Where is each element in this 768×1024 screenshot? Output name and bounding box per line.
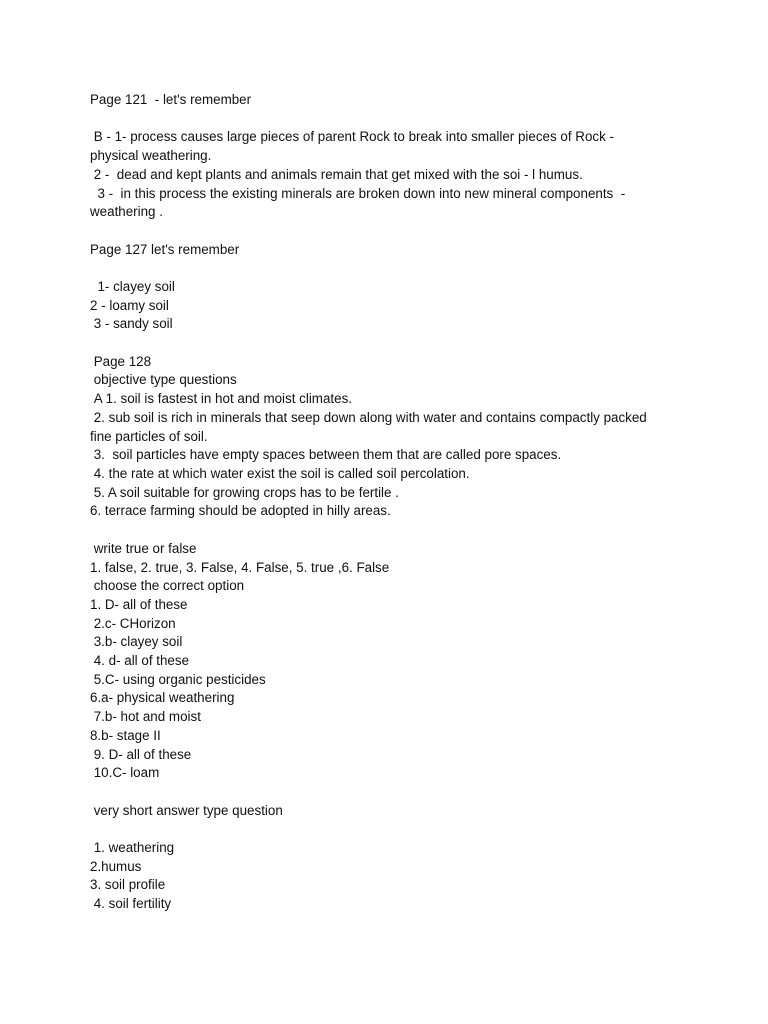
blank-line bbox=[90, 521, 680, 540]
short-answer-2: 2.humus bbox=[90, 858, 142, 874]
option-answer-10: 10.C- loam bbox=[90, 765, 160, 781]
heading-page-127: Page 127 let's remember bbox=[90, 241, 240, 257]
option-answer-1: 1. D- all of these bbox=[90, 596, 188, 612]
short-answer-3: 3. soil profile bbox=[90, 877, 166, 893]
option-answer-3: 3.b- clayey soil bbox=[90, 634, 183, 650]
objective-answer-2-line2: fine particles of soil. bbox=[90, 428, 208, 444]
section-objective: objective type questions bbox=[90, 372, 237, 388]
answer-b3-line2: weathering . bbox=[90, 204, 163, 220]
heading-page-121: Page 121 - let's remember bbox=[90, 92, 252, 107]
answer-b1-line2: physical weathering. bbox=[90, 148, 212, 164]
answer-b1-line1: B - 1- process causes large pieces of parent Rock to break into smaller pieces of Rock - bbox=[90, 129, 614, 145]
section-true-false: write true or false bbox=[90, 540, 197, 556]
option-answer-7: 7.b- hot and moist bbox=[90, 709, 201, 725]
short-answer-4: 4. soil fertility bbox=[90, 896, 172, 912]
objective-answer-6: 6. terrace farming should be adopted in hilly areas. bbox=[90, 503, 391, 519]
true-false-answers: 1. false, 2. true, 3. False, 4. False, 5. true ,6. False bbox=[90, 559, 390, 575]
blank-line bbox=[90, 222, 680, 241]
section-very-short-answer: very short answer type question bbox=[90, 802, 283, 818]
heading-page-128: Page 128 bbox=[90, 353, 152, 369]
blank-line bbox=[90, 334, 680, 353]
blank-line bbox=[90, 820, 680, 839]
option-answer-5: 5.C- using organic pesticides bbox=[90, 671, 266, 687]
document-page bbox=[90, 91, 680, 914]
answer-b2: 2 - dead and kept plants and animals remain that get mixed with the soi - l humus. bbox=[90, 166, 583, 182]
option-answer-9: 9. D- all of these bbox=[90, 746, 192, 762]
option-answer-2: 2.c- CHorizon bbox=[90, 615, 176, 631]
answer-127-3: 3 - sandy soil bbox=[90, 316, 173, 332]
answer-127-2: 2 - loamy soil bbox=[90, 297, 169, 313]
blank-line bbox=[90, 110, 680, 129]
objective-answer-5: 5. A soil suitable for growing crops has to be fertile . bbox=[90, 484, 399, 500]
blank-line bbox=[90, 259, 680, 278]
objective-answer-2-line1: 2. sub soil is rich in minerals that seep down along with water and contains compactly packed bbox=[90, 409, 647, 425]
option-answer-6: 6.a- physical weathering bbox=[90, 690, 235, 706]
objective-answer-1: A 1. soil is fastest in hot and moist climates. bbox=[90, 391, 352, 407]
objective-answer-3: 3. soil particles have empty spaces between them that are called pore spaces. bbox=[90, 447, 562, 463]
objective-answer-4: 4. the rate at which water exist the soil is called soil percolation. bbox=[90, 466, 470, 481]
blank-line bbox=[90, 783, 680, 802]
section-correct-option: choose the correct option bbox=[90, 578, 245, 594]
answer-127-1: 1- clayey soil bbox=[90, 278, 175, 294]
option-answer-4: 4. d- all of these bbox=[90, 653, 190, 669]
option-answer-8: 8.b- stage II bbox=[90, 727, 161, 743]
answer-b3-line1: 3 - in this process the existing minerals are broken down into new mineral components - bbox=[90, 185, 626, 201]
short-answer-1: 1. weathering bbox=[90, 840, 175, 856]
